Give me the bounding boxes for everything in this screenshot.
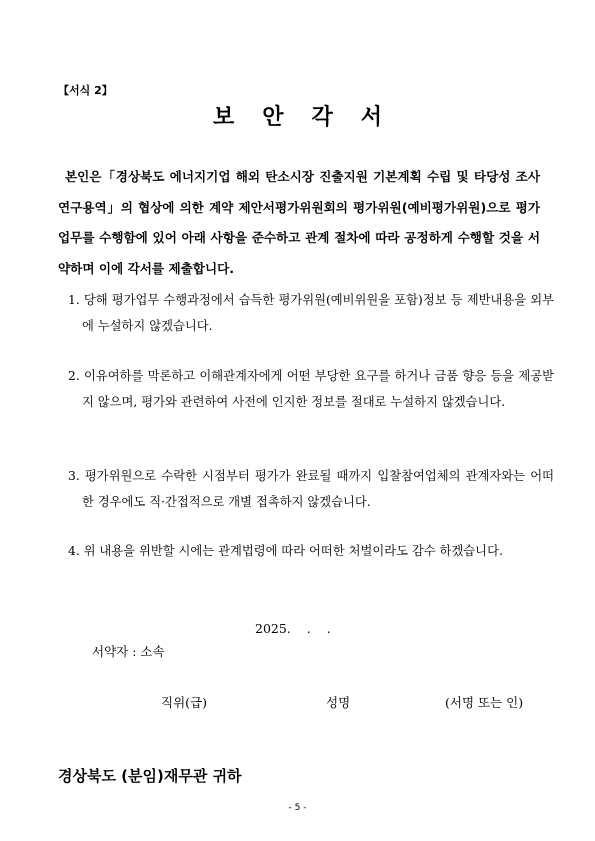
position-label: 직위(급) [161, 695, 207, 710]
name-label: 성명 [326, 695, 351, 710]
signer-affiliation-label: 서약자 : 소속 [92, 644, 165, 659]
document-title: 보안각서 [212, 105, 410, 130]
pledge-item-1: 1. 당해 평가업무 수행과정에서 습득한 평가위원(예비위원을 포함)정보 등 제반내용을 외부에 누설하지 않겠습니다. [68, 293, 554, 333]
date-line: 2025. . . [255, 621, 331, 636]
pledge-item-3: 3. 평가위원으로 수락한 시점부터 평가가 완료될 때까지 입찰참여업체의 관계자와는 어떠한 경우에도 직·간접적으로 개별 접촉하지 않겠습니다. [68, 469, 554, 509]
recipient-line: 경상북도 (분임)재무관 귀하 [58, 767, 242, 785]
page-number: - 5 - [288, 803, 307, 813]
form-number: 【서식 2】 [58, 84, 113, 97]
signature-label: (서명 또는 인) [445, 695, 524, 710]
intro-paragraph: 본인은「경상북도 에너지기업 해외 탄소시장 진출지원 기본계획 수립 및 타당성 조사 연구용역」의 협상에 의한 계약 제안서평가위원회의 평가위원(예비평가위원)으로 평가업무를 수행함에 있어 아래 사항을 준수하고 관계 절차에 따라 공정하게 수행할 것을 서약하며 이에 각서를 제출합니다. [58, 169, 540, 276]
pledge-item-4: 4. 위 내용을 위반할 시에는 관계법령에 따라 어떠한 처벌이라도 감수 하겠습니다. [68, 544, 503, 558]
pledge-item-2: 2. 이유여하를 막론하고 이해관계자에게 어떤 부당한 요구를 하거나 금품 향응 등을 제공받지 않으며, 평가와 관련하여 사전에 인지한 정보를 절대로 누설하지 않겠습니다. [68, 369, 554, 409]
